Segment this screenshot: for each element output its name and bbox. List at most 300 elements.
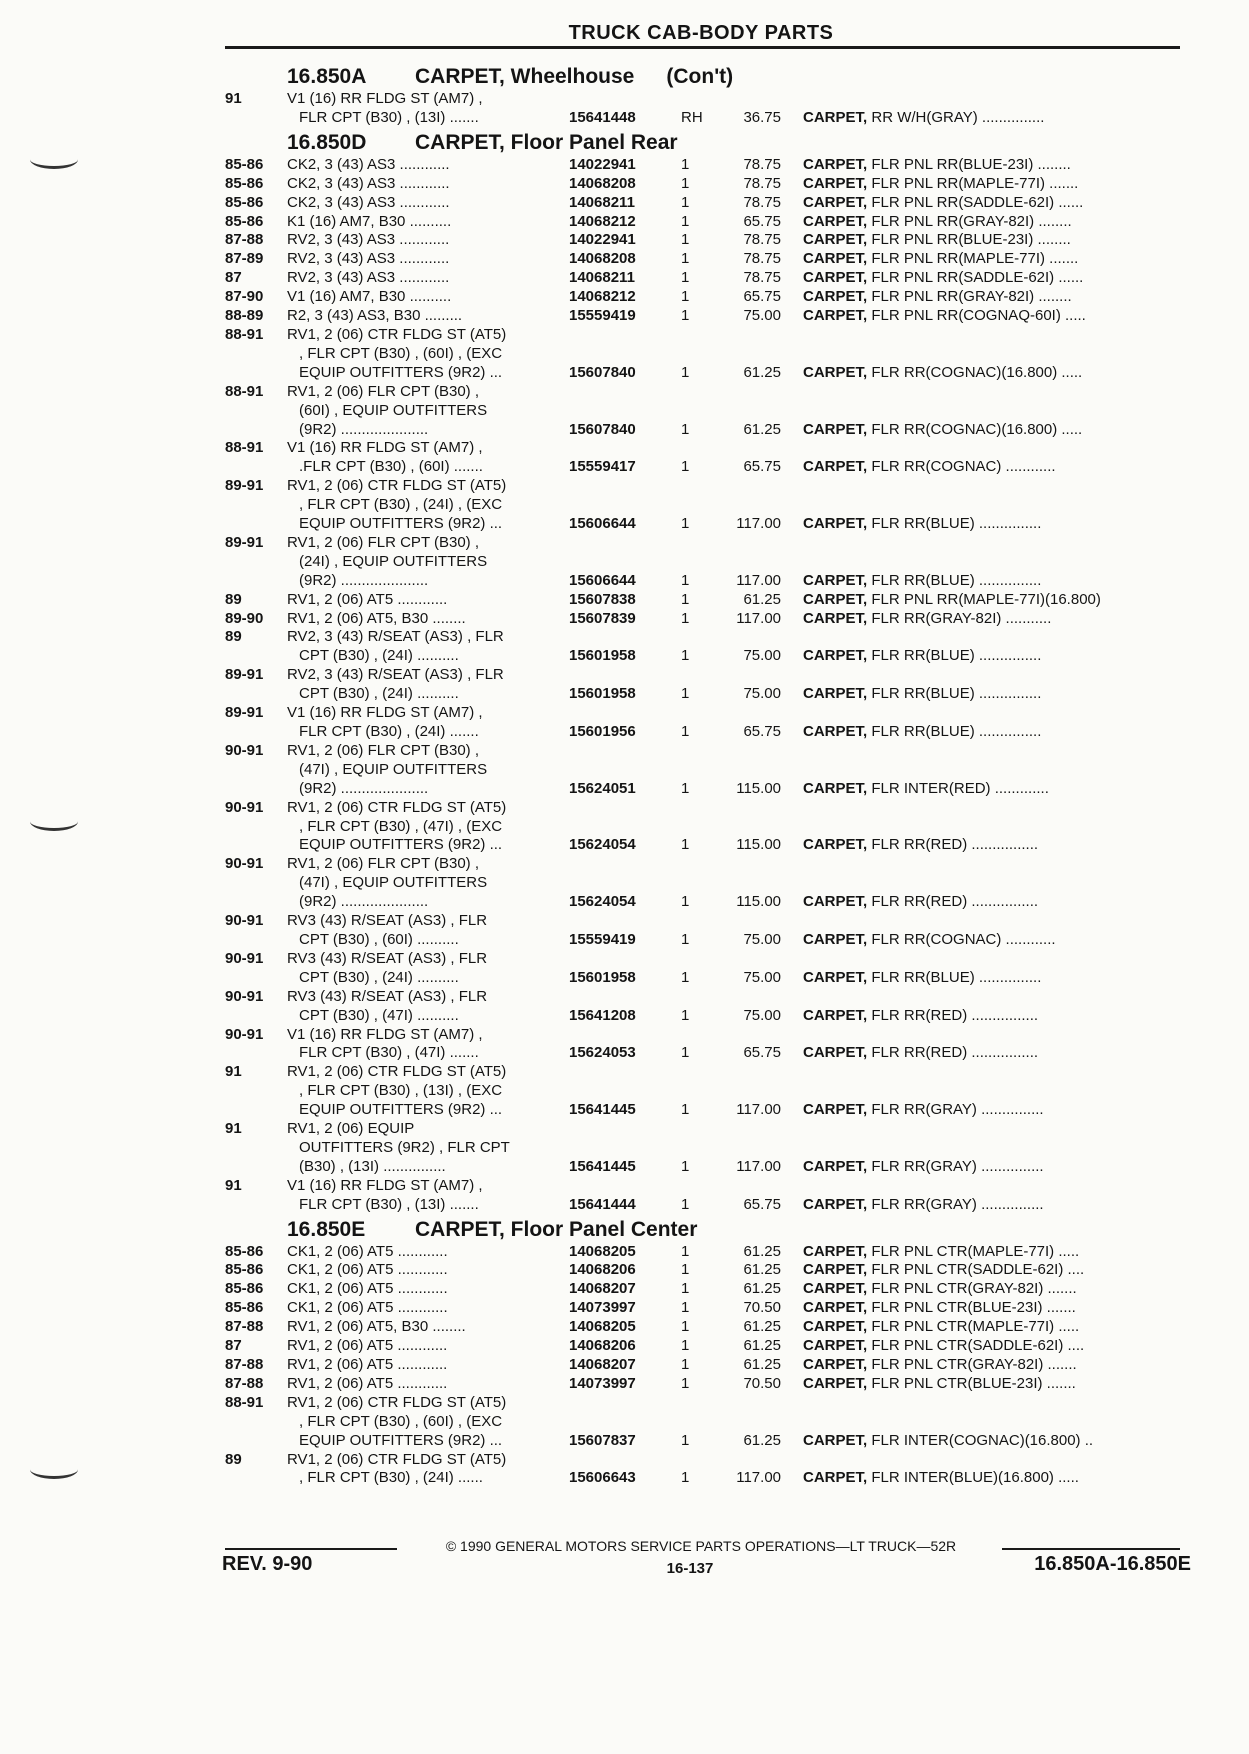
application-description — [287, 704, 569, 742]
part-name-noun: CARPET, — [803, 1195, 868, 1213]
price: 36.75 — [743, 108, 781, 126]
parts-row — [225, 250, 1185, 269]
part-name-detail: FLR PNL CTR(BLUE-23I) ....... — [867, 1374, 1076, 1392]
quantity: 1 — [681, 1356, 690, 1373]
part-name-detail: FLR PNL RR(BLUE-23I) ........ — [867, 155, 1071, 173]
part-name — [781, 723, 1217, 742]
description-line: RV1, 2 (06) FLR CPT (B30) , — [287, 741, 480, 759]
section-code: 16.850E — [287, 1217, 366, 1241]
quantity: 1 — [681, 1157, 690, 1175]
parts-row — [225, 1261, 1185, 1280]
quantity: 1 — [681, 515, 690, 533]
part-name-detail: FLR PNL CTR(BLUE-23I) ....... — [867, 1299, 1076, 1317]
part-number: 14068208 — [569, 174, 636, 192]
section-code: 16.850A — [287, 65, 367, 88]
part-number: 15559417 — [569, 458, 636, 476]
part-name-noun: CARPET, — [803, 1261, 868, 1279]
part-name — [781, 364, 1217, 383]
part-number: 15607838 — [569, 590, 636, 608]
part-name-noun: CARPET, — [803, 1356, 868, 1373]
price: 70.50 — [743, 1374, 781, 1392]
part-name-noun: CARPET, — [803, 269, 868, 287]
part-name-noun: CARPET, — [803, 231, 868, 249]
parts-row — [225, 1280, 1185, 1299]
price: 61.25 — [743, 1242, 781, 1260]
application-description — [287, 1394, 569, 1451]
quantity: 1 — [681, 1261, 690, 1279]
part-name-detail: FLR RR(GRAY) ............... — [867, 1195, 1044, 1213]
part-name-noun: CARPET, — [803, 836, 868, 854]
price: 78.75 — [743, 269, 781, 287]
quantity: 1 — [681, 1318, 690, 1336]
description-line: RV2, 3 (43) R/SEAT (AS3) , FLR — [287, 666, 504, 684]
parts-row — [225, 1451, 1185, 1489]
application-description — [287, 231, 569, 250]
part-name-detail: FLR RR(COGNAC)(16.800) ..... — [867, 420, 1083, 438]
description-line: FLR CPT (B30) , (13I) ....... — [299, 108, 479, 126]
part-name-noun: CARPET, — [803, 1157, 868, 1175]
application-description — [287, 666, 569, 704]
model-years: 85-86 — [225, 193, 264, 211]
application-description — [287, 628, 569, 666]
part-name-noun: CARPET, — [803, 174, 868, 192]
part-number: 14068206 — [569, 1337, 636, 1355]
part-name — [781, 1318, 1217, 1337]
part-name — [781, 269, 1217, 288]
part-name — [781, 572, 1217, 591]
description-line: RV2, 3 (43) AS3 ............ — [287, 231, 450, 249]
model-years: 87-89 — [225, 250, 264, 268]
part-name — [781, 969, 1217, 988]
parts-row — [225, 1394, 1185, 1451]
part-name-noun: CARPET, — [803, 1101, 868, 1119]
model-years: 89-91 — [225, 666, 264, 684]
description-line: RV2, 3 (43) R/SEAT (AS3) , FLR — [287, 628, 504, 646]
description-line: , FLR CPT (B30) , (60I) , (EXC — [299, 1412, 503, 1430]
description-line: RV1, 2 (06) FLR CPT (B30) , — [287, 533, 480, 551]
price: 65.75 — [743, 1195, 781, 1213]
part-number: 15624054 — [569, 893, 636, 911]
parts-row — [225, 326, 1185, 383]
part-name-noun: CARPET, — [803, 1242, 868, 1260]
price: 78.75 — [743, 250, 781, 268]
section-title — [225, 128, 1185, 156]
part-number: 14068212 — [569, 212, 636, 230]
quantity: 1 — [681, 1374, 690, 1392]
description-line: (60I) , EQUIP OUTFITTERS — [299, 401, 488, 419]
part-name-noun: CARPET, — [803, 193, 868, 211]
model-years: 87-88 — [225, 231, 264, 249]
description-line: (9R2) ..................... — [299, 571, 429, 589]
parts-row — [225, 231, 1185, 250]
application-description — [287, 1243, 569, 1262]
part-name — [781, 647, 1217, 666]
parts-row — [225, 1356, 1185, 1375]
quantity: 1 — [681, 1431, 690, 1449]
parts-row — [225, 213, 1185, 232]
part-name — [781, 1432, 1217, 1451]
quantity: 1 — [681, 174, 690, 192]
description-line: CK1, 2 (06) AT5 ............ — [287, 1299, 448, 1317]
description-line: EQUIP OUTFITTERS (9R2) ... — [299, 1431, 503, 1449]
application-description — [287, 1299, 569, 1318]
quantity: 1 — [681, 685, 690, 703]
part-name-detail: FLR RR(COGNAC) ............ — [867, 930, 1056, 948]
application-description — [287, 912, 569, 950]
description-line: RV1, 2 (06) AT5 ............ — [287, 1337, 448, 1355]
description-line: RV1, 2 (06) AT5 ............ — [287, 1356, 448, 1373]
part-name-noun: CARPET, — [803, 779, 868, 797]
quantity: 1 — [681, 250, 690, 268]
application-description — [287, 213, 569, 232]
application-description — [287, 1063, 569, 1120]
model-years: 90-91 — [225, 1025, 264, 1043]
description-line: RV3 (43) R/SEAT (AS3) , FLR — [287, 949, 488, 967]
price: 75.00 — [743, 1006, 781, 1024]
part-name-detail: FLR PNL RR(MAPLE-77I)(16.800) — [867, 590, 1101, 608]
part-name-noun: CARPET, — [803, 1431, 868, 1449]
footer-revision: REV. 9-90 — [222, 1553, 313, 1575]
application-description — [287, 194, 569, 213]
part-number: 15641445 — [569, 1157, 636, 1175]
price: 115.00 — [736, 893, 781, 911]
part-name-noun: CARPET, — [803, 1006, 868, 1024]
model-years: 90-91 — [225, 912, 264, 930]
description-line: RV3 (43) R/SEAT (AS3) , FLR — [287, 987, 488, 1005]
part-number: 15606644 — [569, 515, 636, 533]
description-line: , FLR CPT (B30) , (47I) , (EXC — [299, 817, 503, 835]
description-line: .FLR CPT (B30) , (60I) ....... — [299, 458, 483, 476]
section-name: CARPET, Floor Panel Center — [415, 1217, 698, 1241]
part-name-detail: FLR RR(BLUE) ............... — [867, 723, 1042, 740]
part-number: 14068206 — [569, 1261, 636, 1279]
part-name — [781, 836, 1217, 855]
price: 61.25 — [743, 1318, 781, 1336]
part-number: 14068205 — [569, 1242, 636, 1260]
parts-row — [225, 156, 1185, 175]
parts-row — [225, 1299, 1185, 1318]
quantity: RH — [681, 108, 703, 126]
application-description — [287, 250, 569, 269]
description-line: RV2, 3 (43) AS3 ............ — [287, 269, 450, 287]
part-name-detail: FLR PNL RR(GRAY-82I) ........ — [867, 212, 1072, 230]
quantity: 1 — [681, 231, 690, 249]
description-line: RV1, 2 (06) CTR FLDG ST (AT5) — [287, 1393, 507, 1411]
footer-rule-left — [225, 1548, 397, 1550]
quantity: 1 — [681, 307, 690, 325]
application-description — [287, 1318, 569, 1337]
part-number: 14068207 — [569, 1280, 636, 1298]
price: 61.25 — [743, 1261, 781, 1279]
description-line: CPT (B30) , (24I) .......... — [299, 647, 459, 665]
description-line: (9R2) ..................... — [299, 893, 429, 911]
part-number: 15601958 — [569, 647, 636, 665]
part-name-noun: CARPET, — [803, 1299, 868, 1317]
parts-row — [225, 799, 1185, 856]
description-line: CK1, 2 (06) AT5 ............ — [287, 1242, 448, 1260]
part-name-noun: CARPET, — [803, 288, 868, 306]
quantity: 1 — [681, 193, 690, 211]
part-name-detail: FLR RR(RED) ................ — [867, 1044, 1039, 1062]
part-name — [781, 610, 1217, 629]
part-name — [781, 231, 1217, 250]
parts-row — [225, 307, 1185, 326]
part-name-noun: CARPET, — [803, 458, 868, 476]
part-number: 15601956 — [569, 723, 636, 740]
parts-row — [225, 477, 1185, 534]
description-line: RV1, 2 (06) AT5 ............ — [287, 590, 448, 608]
part-name — [781, 893, 1217, 912]
price: 65.75 — [743, 212, 781, 230]
part-name — [781, 421, 1217, 440]
part-name-noun: CARPET, — [803, 307, 868, 325]
application-description — [287, 742, 569, 799]
part-name-noun: CARPET, — [803, 571, 868, 589]
description-line: RV1, 2 (06) CTR FLDG ST (AT5) — [287, 798, 507, 816]
description-line: V1 (16) AM7, B30 .......... — [287, 288, 452, 306]
description-line: , FLR CPT (B30) , (60I) , (EXC — [299, 344, 503, 362]
description-line: CPT (B30) , (47I) .......... — [299, 1006, 459, 1024]
description-line: (B30) , (13I) ............... — [299, 1157, 446, 1175]
part-name — [781, 1356, 1217, 1375]
model-years: 88-91 — [225, 439, 264, 457]
parts-row — [225, 704, 1185, 742]
model-years: 89-91 — [225, 477, 264, 495]
part-number: 14068205 — [569, 1318, 636, 1336]
price: 75.00 — [743, 930, 781, 948]
part-name — [781, 515, 1217, 534]
part-name-detail: FLR RR(RED) ................ — [867, 893, 1039, 911]
parts-row — [225, 742, 1185, 799]
price: 117.00 — [736, 609, 781, 627]
description-line: RV2, 3 (43) AS3 ............ — [287, 250, 450, 268]
application-description — [287, 1337, 569, 1356]
description-line: CK1, 2 (06) AT5 ............ — [287, 1280, 448, 1298]
part-name-noun: CARPET, — [803, 723, 868, 740]
part-name — [781, 175, 1217, 194]
description-line: RV1, 2 (06) AT5, B30 ........ — [287, 1318, 466, 1336]
part-name-detail: FLR PNL CTR(GRAY-82I) ....... — [867, 1280, 1077, 1298]
part-number: 14022941 — [569, 155, 636, 173]
application-description — [287, 855, 569, 912]
part-name — [781, 1375, 1217, 1394]
description-line: RV1, 2 (06) CTR FLDG ST (AT5) — [287, 1450, 507, 1468]
part-name-detail: FLR RR(BLUE) ............... — [867, 571, 1042, 589]
section-name: CARPET, Floor Panel Rear — [415, 130, 678, 154]
part-number: 15601958 — [569, 685, 636, 703]
quantity: 1 — [681, 1469, 690, 1487]
part-name — [781, 1337, 1217, 1356]
part-name-detail: FLR RR(BLUE) ............... — [867, 685, 1042, 703]
description-line: OUTFITTERS (9R2) , FLR CPT — [299, 1138, 510, 1156]
page-header-title: TRUCK CAB-BODY PARTS — [568, 22, 834, 44]
application-description — [287, 534, 569, 591]
description-line: RV1, 2 (06) AT5, B30 ........ — [287, 609, 466, 627]
description-line: RV1, 2 (06) FLR CPT (B30) , — [287, 382, 480, 400]
model-years: 88-91 — [225, 325, 264, 343]
part-number: 15641445 — [569, 1101, 636, 1119]
part-name-detail: FLR RR(BLUE) ............... — [867, 647, 1042, 665]
part-name-noun: CARPET, — [803, 968, 868, 986]
application-description — [287, 269, 569, 288]
application-description — [287, 439, 569, 477]
parts-row — [225, 1177, 1185, 1215]
model-years: 87-88 — [225, 1318, 264, 1336]
model-years: 90-91 — [225, 949, 264, 967]
model-years: 88-91 — [225, 1393, 264, 1411]
description-line: EQUIP OUTFITTERS (9R2) ... — [299, 515, 503, 533]
model-years: 88-91 — [225, 382, 264, 400]
application-description — [287, 326, 569, 383]
part-name-detail: FLR RR(GRAY) ............... — [867, 1101, 1044, 1119]
part-number: 15607839 — [569, 609, 636, 627]
quantity: 1 — [681, 968, 690, 986]
application-description — [287, 175, 569, 194]
description-line: RV1, 2 (06) CTR FLDG ST (AT5) — [287, 477, 507, 495]
part-name-noun: CARPET, — [803, 1469, 868, 1487]
part-name-detail: FLR PNL CTR(SADDLE-62I) .... — [867, 1337, 1085, 1355]
model-years: 91 — [225, 1063, 242, 1081]
model-years: 89 — [225, 590, 242, 608]
application-description — [287, 610, 569, 629]
parts-row — [225, 591, 1185, 610]
part-number: 15607840 — [569, 420, 636, 438]
parts-row — [225, 855, 1185, 912]
footer-copyright: © 1990 GENERAL MOTORS SERVICE PARTS OPERATIONS—LT TRUCK—52R — [445, 1538, 957, 1554]
model-years: 89-90 — [225, 609, 264, 627]
parts-listing — [225, 62, 1185, 1488]
description-line: FLR CPT (B30) , (47I) ....... — [299, 1044, 479, 1062]
description-line: V1 (16) RR FLDG ST (AM7) , — [287, 1176, 483, 1194]
description-line: RV1, 2 (06) AT5 ............ — [287, 1374, 448, 1392]
quantity: 1 — [681, 269, 690, 287]
part-name — [781, 1280, 1217, 1299]
quantity: 1 — [681, 1195, 690, 1213]
part-name-noun: CARPET, — [803, 155, 868, 173]
part-name — [781, 1007, 1217, 1026]
part-name-noun: CARPET, — [803, 590, 868, 608]
quantity: 1 — [681, 458, 690, 476]
part-name-noun: CARPET, — [803, 1337, 868, 1355]
part-number: 15559419 — [569, 930, 636, 948]
part-number: 14022941 — [569, 231, 636, 249]
description-line: , FLR CPT (B30) , (24I) ...... — [299, 1469, 483, 1487]
part-name-detail: FLR RR(COGNAC)(16.800) ..... — [867, 363, 1083, 381]
model-years: 87 — [225, 1337, 242, 1355]
price: 78.75 — [743, 174, 781, 192]
parts-row — [225, 1375, 1185, 1394]
section-name: CARPET, Wheelhouse — [415, 65, 635, 88]
part-name-detail: FLR RR(COGNAC) ............ — [867, 458, 1056, 476]
part-name-detail: FLR PNL CTR(MAPLE-77I) ..... — [867, 1318, 1080, 1336]
model-years: 91 — [225, 90, 242, 107]
application-description — [287, 288, 569, 307]
description-line: RV1, 2 (06) CTR FLDG ST (AT5) — [287, 325, 507, 343]
part-name — [781, 780, 1217, 799]
part-name-detail: FLR PNL CTR(SADDLE-62I) .... — [867, 1261, 1085, 1279]
part-name-noun: CARPET, — [803, 1318, 868, 1336]
part-number: 15607837 — [569, 1431, 636, 1449]
description-line: CK2, 3 (43) AS3 ............ — [287, 174, 450, 192]
model-years: 89 — [225, 1450, 242, 1468]
parts-row — [225, 610, 1185, 629]
price: 117.00 — [736, 1469, 781, 1487]
part-name — [781, 931, 1217, 950]
part-name-noun: CARPET, — [803, 108, 868, 126]
quantity: 1 — [681, 930, 690, 948]
model-years: 85-86 — [225, 212, 264, 230]
part-name-detail: FLR PNL RR(GRAY-82I) ........ — [867, 288, 1072, 306]
model-years: 87-88 — [225, 1374, 264, 1392]
price: 117.00 — [736, 515, 781, 533]
part-number: 15606643 — [569, 1469, 636, 1487]
price: 78.75 — [743, 231, 781, 249]
price: 75.00 — [743, 685, 781, 703]
application-description — [287, 307, 569, 326]
part-name-detail: FLR RR(BLUE) ............... — [867, 968, 1042, 986]
part-name-detail: FLR RR(RED) ................ — [867, 836, 1039, 854]
part-name-detail: FLR RR(GRAY) ............... — [867, 1157, 1044, 1175]
part-number: 15624051 — [569, 779, 636, 797]
price: 70.50 — [743, 1299, 781, 1317]
part-name-detail: FLR PNL CTR(MAPLE-77I) ..... — [867, 1242, 1080, 1260]
part-name-noun: CARPET, — [803, 1280, 868, 1298]
quantity: 1 — [681, 590, 690, 608]
quantity: 1 — [681, 420, 690, 438]
application-description — [287, 799, 569, 856]
footer-section-range: 16.850A-16.850E — [1034, 1553, 1191, 1575]
part-name-noun: CARPET, — [803, 930, 868, 948]
part-name-noun: CARPET, — [803, 685, 868, 703]
quantity: 1 — [681, 647, 690, 665]
section-title — [225, 62, 1185, 90]
part-name-noun: CARPET, — [803, 515, 868, 533]
part-name-noun: CARPET, — [803, 609, 868, 627]
model-years: 91 — [225, 1176, 242, 1194]
part-name-detail: FLR INTER(RED) ............. — [867, 779, 1049, 797]
model-years: 90-91 — [225, 741, 264, 759]
description-line: K1 (16) AM7, B30 .......... — [287, 212, 452, 230]
model-years: 85-86 — [225, 155, 264, 173]
part-number: 15641448 — [569, 108, 636, 126]
part-name-detail: FLR PNL RR(COGNAQ-60I) ..... — [867, 307, 1086, 325]
application-description — [287, 591, 569, 610]
parts-row — [225, 194, 1185, 213]
part-number: 14073997 — [569, 1299, 636, 1317]
quantity: 1 — [681, 893, 690, 911]
part-number: 15624053 — [569, 1044, 636, 1062]
model-years: 89 — [225, 628, 242, 646]
model-years: 87-90 — [225, 288, 264, 306]
parts-row — [225, 950, 1185, 988]
part-name — [781, 213, 1217, 232]
header-rule — [225, 46, 1180, 49]
application-description — [287, 1356, 569, 1375]
part-name-noun: CARPET, — [803, 893, 868, 911]
application-description — [287, 1177, 569, 1215]
model-years: 85-86 — [225, 1242, 264, 1260]
parts-row — [225, 628, 1185, 666]
price: 61.25 — [743, 590, 781, 608]
parts-row — [225, 912, 1185, 950]
footer-rule-right — [1002, 1548, 1180, 1550]
price: 115.00 — [736, 779, 781, 797]
quantity: 1 — [681, 1242, 690, 1260]
quantity: 1 — [681, 1044, 690, 1062]
part-name-detail: RR W/H(GRAY) ............... — [867, 108, 1045, 126]
quantity: 1 — [681, 212, 690, 230]
binder-hole-mark — [30, 812, 78, 831]
